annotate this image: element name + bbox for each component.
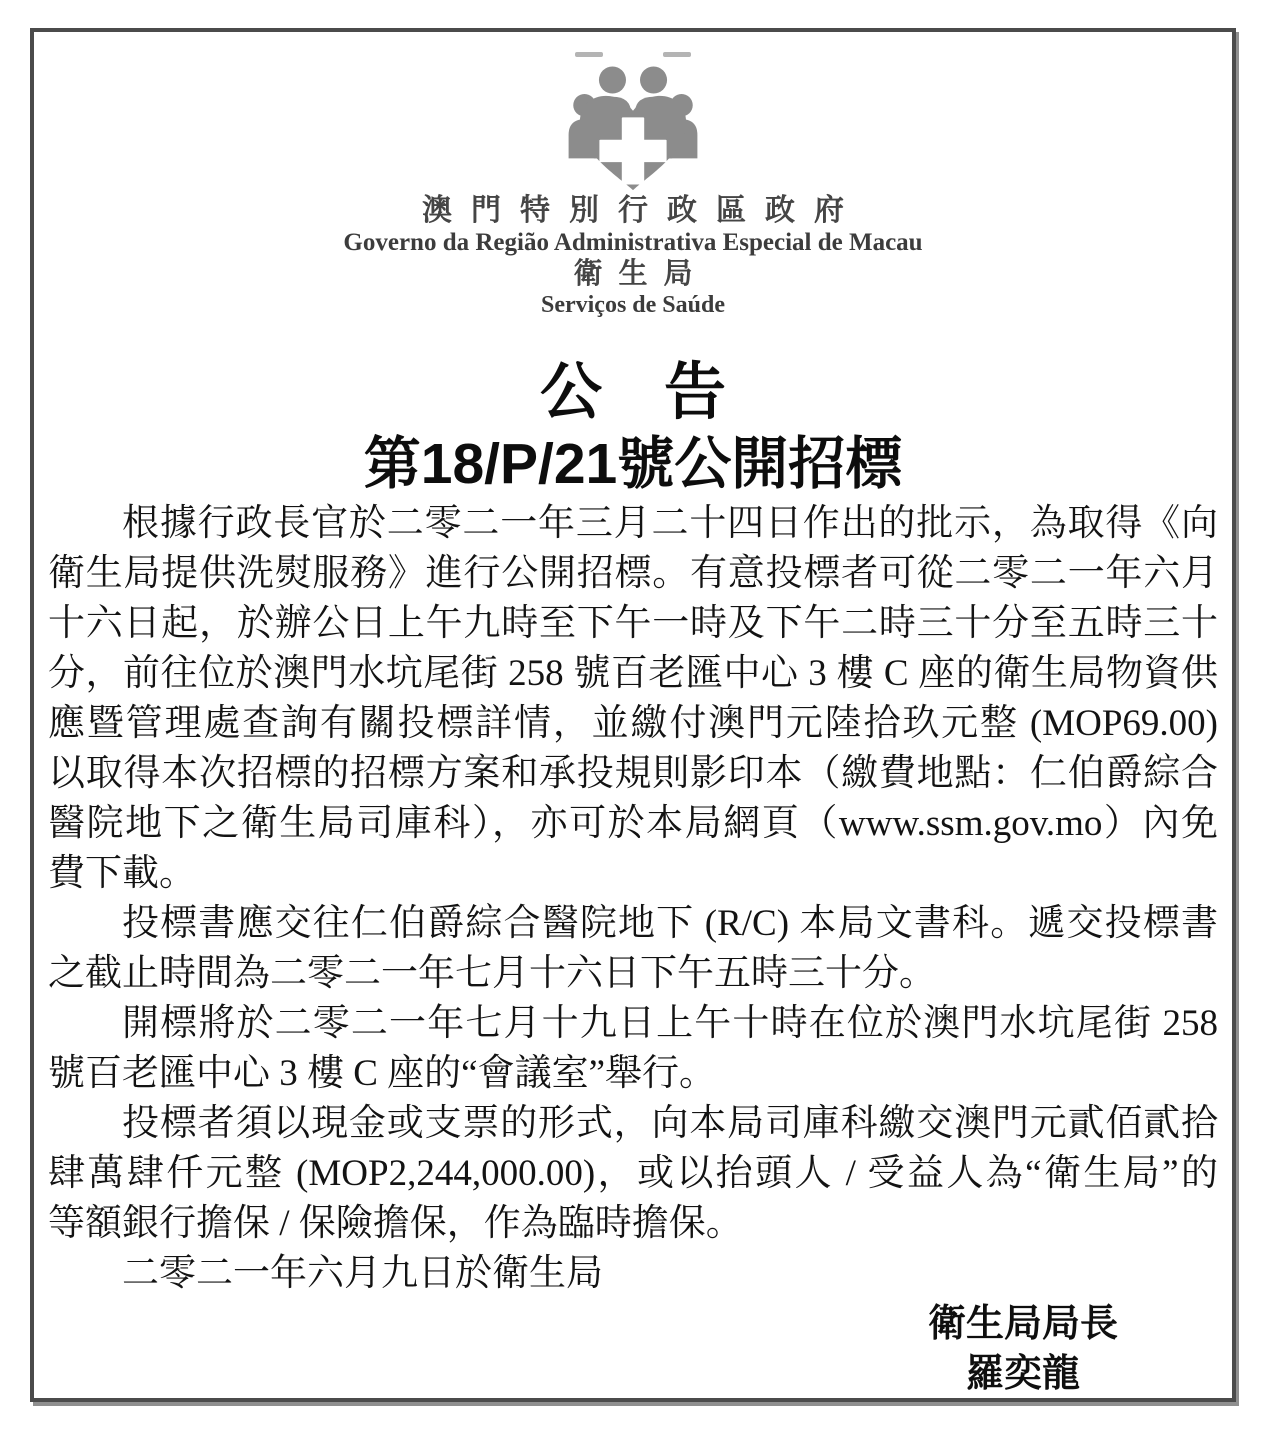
heart-cross-people-icon: [558, 52, 708, 192]
body-line: 衛生局提供洗熨服務》進行公開招標。有意投標者可從二零二一年六月: [48, 553, 1218, 594]
signature-area: [48, 1299, 1218, 1399]
body-line: 投標者須以現金或支票的形式，向本局司庫科繳交澳門元貳佰貳拾: [122, 1103, 1218, 1144]
body-line: 醫院地下之衛生局司庫科），亦可於本局網頁（www.ssm.gov.mo）內免: [48, 803, 1218, 844]
body-line: 根據行政長官於二零二一年三月二十四日作出的批示，為取得《向: [122, 503, 1218, 544]
body-line: 等額銀行擔保 / 保險擔保，作為臨時擔保。: [48, 1203, 743, 1244]
body-line: 以取得本次招標的招標方案和承投規則影印本（繳費地點：仁伯爵綜合: [48, 753, 1218, 794]
notice-sheet-border: [30, 28, 1236, 1402]
body-line: 投標書應交往仁伯爵綜合醫院地下 (R/C) 本局文書科。遞交投標書: [122, 903, 1218, 944]
bureau-name-chinese: 衛生局: [573, 258, 709, 290]
signature-block: [928, 1299, 1118, 1399]
tender-number-title: 第18/P/21號公開招標: [363, 432, 903, 496]
body-line: 費下載。: [48, 853, 196, 894]
body-line: 十六日起，於辦公日上午九時至下午一時及下午二時三十分至五時三十: [48, 603, 1218, 644]
body-line: 應暨管理處查詢有關投標詳情，並繳付澳門元陸拾玖元整 (MOP69.00): [48, 703, 1218, 744]
bureau-name-portuguese: Serviços de Saúde: [540, 292, 725, 318]
letterhead: [48, 44, 1218, 320]
body-line: 號百老匯中心 3 樓 C 座的“會議室”舉行。: [48, 1053, 717, 1094]
body-line: 肆萬肆仟元整 (MOP2,244,000.00)，或以抬頭人 / 受益人為“衛生局”的: [48, 1153, 1218, 1194]
health-services-logo: [48, 52, 1218, 194]
signer-name: 羅奕龍: [965, 1353, 1080, 1395]
notice-date-line: 二零二一年六月九日於衛生局: [122, 1253, 603, 1294]
body-line: 之截止時間為二零二一年七月十六日下午五時三十分。: [48, 953, 936, 994]
body-line: 開標將於二零二一年七月十九日上午十時在位於澳門水坑尾街 258: [122, 1003, 1218, 1044]
government-name-chinese: 澳門特別行政區政府: [422, 194, 863, 227]
scan-artifact-dashes: [48, 44, 1218, 50]
notice-body: [48, 499, 1218, 1299]
notice-title: 公 告: [539, 358, 726, 427]
body-line: 分，前往位於澳門水坑尾街 258 號百老匯中心 3 樓 C 座的衛生局物資供: [48, 653, 1218, 694]
government-name-portuguese: Governo da Região Administrativa Especial de Macau: [343, 229, 923, 256]
signer-title: 衛生局局長: [927, 1303, 1118, 1345]
